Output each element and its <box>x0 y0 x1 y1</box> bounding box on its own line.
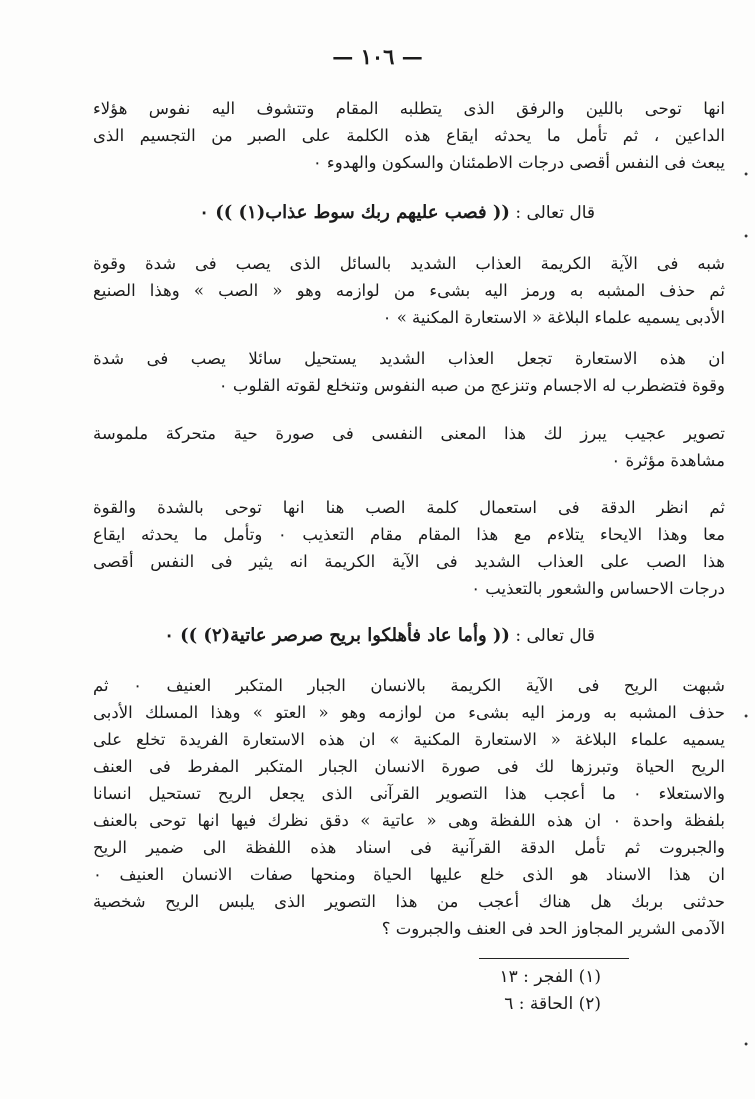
paragraph-line: شبه فى الآية الكريمة العذاب الشديد بالسائل الذى يصب فى شدة وقوة <box>93 254 725 273</box>
paragraph <box>93 420 725 474</box>
footnote-divider <box>479 958 629 959</box>
verse-quote: (( فصب عليهم ربك سوط عذاب(١) )) ٠ <box>199 202 510 223</box>
footnotes <box>500 964 601 1018</box>
scan-mark: • <box>743 232 749 243</box>
paragraph-line: الريح الحياة وتبرزها لك فى صورة الانسان الجبار المتكبر المفرط فى العنف <box>93 757 725 776</box>
paragraph-line: الأدبى يسميه علماء البلاغة « الاستعارة المكنية » ٠ <box>382 308 725 327</box>
paragraph-line: الآدمى الشرير المجاوز الحد فى العنف والجبروت ؟ <box>381 919 725 938</box>
paragraph-line: بلفظة واحدة ٠ ان هذه اللفظة وهى « عاتية » دقق نظرك فيها انها توحى بالعنف <box>93 811 725 830</box>
page-number: — ١٠٦ — <box>332 44 423 69</box>
paragraph <box>93 95 725 176</box>
paragraph-line: والجبروت ثم تأمل الدقة القرآنية فى اسناد هذه اللفظة الى ضمير الريح <box>93 838 725 857</box>
paragraph-line: درجات الاحساس والشعور بالتعذيب ٠ <box>471 579 725 598</box>
paragraph-line: يبعث فى النفس أقصى درجات الاطمئنان والسكون والهدوء ٠ <box>312 153 725 172</box>
paragraph-line: مشاهدة مؤثرة ٠ <box>611 451 725 470</box>
paragraph-line: ثم حذف المشبه به ورمز اليه بشىء من لوازمه وهو « الصب » وهذا الصنيع <box>93 281 725 300</box>
paragraph-line: والاستعلاء ٠ ما أعجب هذا التصوير القرآنى الذى يجعل الريح تستحيل انسانا <box>93 784 725 803</box>
paragraph-line: يسميه علماء البلاغة « الاستعارة المكنية » ان هذه الاستعارة الفريدة تخلع على <box>93 730 725 749</box>
paragraph-line: حدثنى بربك هل هناك أعجب من هذا التصوير الذى يلبس الريح شخصية <box>93 892 725 911</box>
paragraph <box>93 672 725 942</box>
paragraph-line: معا وهذا الايحاء يتلاءم مع هذا المقام مقام التعذيب ٠ وتأمل ما يحدثه ايقاع <box>93 525 725 544</box>
footnote: (٢) الحاقة : ٦ <box>504 994 601 1014</box>
paragraph-line: وقوة فتضطرب له الاجسام وتنزعج من صبه النفوس وتنخلع لقوته القلوب ٠ <box>218 376 725 395</box>
paragraph <box>93 250 725 331</box>
paragraph-line: شبهت الريح فى الآية الكريمة بالانسان الجبار المتكبر العنيف ٠ ثم <box>93 676 725 695</box>
paragraph-line: تصوير عجيب يبرز لك هذا المعنى النفسى فى صورة حية متحركة ملموسة <box>93 424 725 443</box>
footnote: (١) الفجر : ١٣ <box>499 967 601 987</box>
paragraph-line: ان هذا الاسناد هو الذى خلع عليها الحياة ومنحها صفات الانسان العنيف ٠ <box>93 865 725 884</box>
verse-quote: (( وأما عاد فأهلكوا بريح صرصر عاتية(٢) )) ٠ <box>164 625 510 646</box>
paragraph-line: هذا الصب على العذاب الشديد فى الآية الكريمة انه يثير فى النفس أقصى <box>93 552 725 571</box>
verse-intro: قال تعالى : <box>515 626 595 646</box>
scan-mark: • <box>743 712 749 723</box>
paragraph-line: انها توحى باللين والرفق الذى يتطلبه المقام وتتشوف اليه نفوس هؤلاء <box>93 99 725 118</box>
verse-intro: قال تعالى : <box>515 203 595 223</box>
paragraph-line: ان هذه الاستعارة تجعل العذاب الشديد يستحيل سائلا يصب فى شدة <box>93 349 725 368</box>
scan-mark: • <box>743 170 749 181</box>
scan-mark: • <box>743 1040 749 1051</box>
paragraph-line: ثم انظر الدقة فى استعمال كلمة الصب هنا انها توحى بالشدة والقوة <box>93 498 725 517</box>
paragraph-line: الداعين ، ثم تأمل ما يحدثه ايقاع هذه الكلمة على الصبر من التجسيم الذى <box>93 126 725 145</box>
paragraph <box>93 345 725 399</box>
paragraph-line: حذف المشبه به ورمز اليه بشىء من لوازمه وهو « العتو » وهذا المسلك الأدبى <box>93 703 725 722</box>
paragraph <box>93 494 725 602</box>
